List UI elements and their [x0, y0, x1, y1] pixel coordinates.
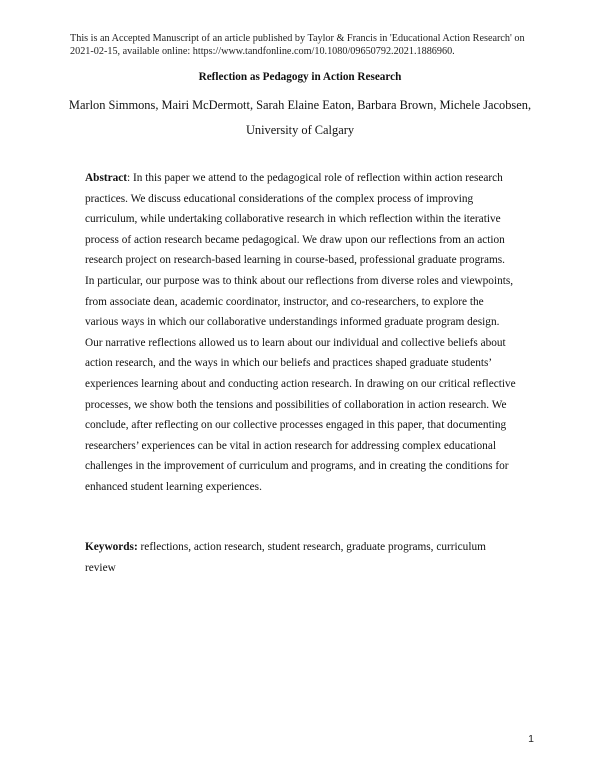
author-list: Marlon Simmons, Mairi McDermott, Sarah Elaine Eaton, Barbara Brown, Michele Jacobsen,: [68, 98, 532, 112]
abstract-label: Abstract: [85, 172, 128, 184]
keywords-label: Keywords:: [85, 541, 138, 553]
abstract-text: : In this paper we attend to the pedagogical role of reflection within action research practices. We discuss educational considerations of the complex process of improving curriculum, while undertaking collaborative research in which reflection within the iterative process of action research became pedagogical. We draw upon our reflections from an action research project on research-based learning in course-based, professional graduate programs. In particular, our purpose was to think about our reflections from diverse roles and viewpoints, from associate dean, academic coordinator, instructor, and co-researchers, to explore the various ways in which our collaborative understandings informed graduate program design. Our narrative reflections allowed us to learn about our individual and collective beliefs about action research, and the ways in which our beliefs and practices shaped graduate students’ experiences learning about and conducting action research. In drawing on our critical reflective processes, we show both the tensions and possibilities of collaboration in action research. We conclude, after reflecting on our collective processes engaged in this paper, that documenting researchers’ experiences can be vital in action research for addressing complex educational challenges in the improvement of curriculum and programs, and in creating the conditions for enhanced student learning experiences.: [85, 172, 516, 493]
keywords-section: [85, 537, 516, 578]
abstract-section: [85, 168, 516, 498]
page-number: 1: [528, 733, 534, 745]
author-affiliation: University of Calgary: [245, 123, 355, 137]
publication-notice: This is an Accepted Manuscript of an article published by Taylor & Francis in 'Educational Action Research' on 2021-02-15, available online: https://www.tandfonline.com/10.1080/09650792.2021.1886960.: [70, 33, 525, 57]
keywords-text: reflections, action research, student research, graduate programs, curriculum review: [85, 541, 486, 574]
paper-title: Reflection as Pedagogy in Action Research: [198, 71, 402, 83]
